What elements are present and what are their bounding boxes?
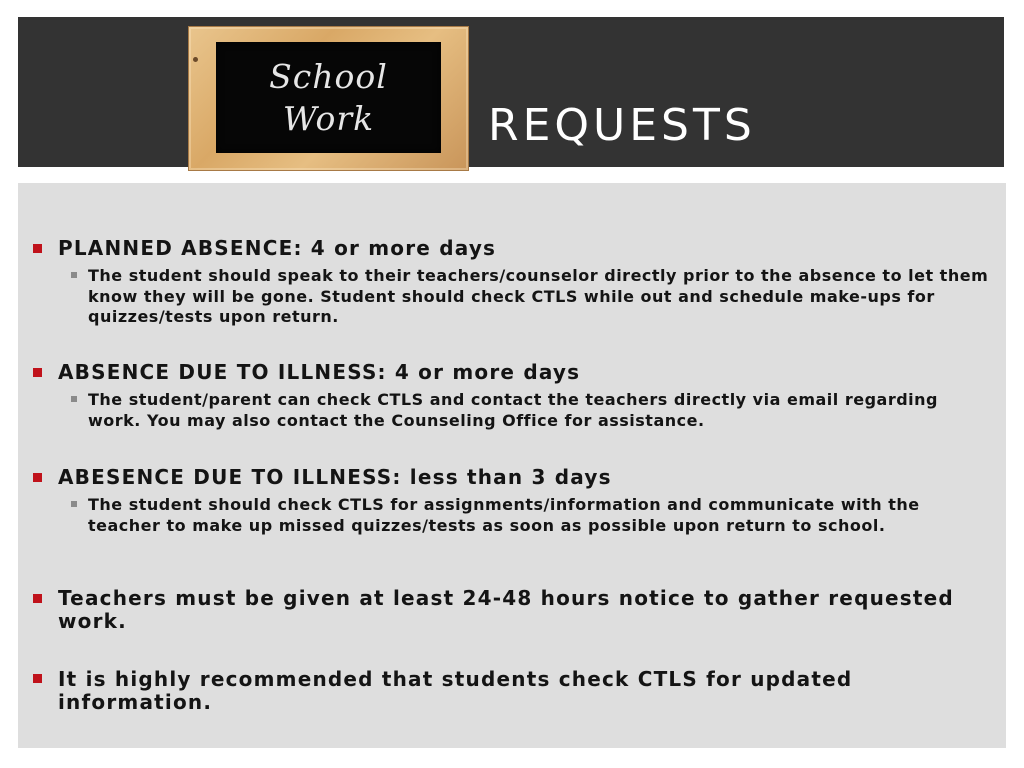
bullet-detail: The student should speak to their teachers/counselor directly prior to the absence to let them know they will be gone. Student should check CTLS while out and schedule make-ups for quizzes/tests upon return. bbox=[88, 266, 989, 326]
bullet-heading: ABSENCE DUE TO ILLNESS: 4 or more days bbox=[58, 360, 581, 384]
chalkboard-text-line-2: Work bbox=[282, 98, 375, 138]
bullet-heading: It is highly recommended that students check CTLS for updated information. bbox=[58, 667, 853, 714]
bullet-detail: The student should check CTLS for assignments/information and communicate with the teacher to make up missed quizzes/tests as soon as possible upon return to school. bbox=[88, 495, 920, 535]
red-square-bullet-icon bbox=[33, 244, 42, 253]
slide-title: REQUESTS bbox=[488, 100, 756, 151]
red-square-bullet-icon bbox=[33, 368, 42, 377]
bullet-heading: ABESENCE DUE TO ILLNESS: less than 3 days bbox=[58, 465, 612, 489]
gray-square-bullet-icon bbox=[71, 501, 77, 507]
red-square-bullet-icon bbox=[33, 473, 42, 482]
gray-square-bullet-icon bbox=[71, 272, 77, 278]
school-work-chalkboard-image bbox=[188, 26, 469, 171]
red-square-bullet-icon bbox=[33, 674, 42, 683]
gray-square-bullet-icon bbox=[71, 396, 77, 402]
red-square-bullet-icon bbox=[33, 594, 42, 603]
chalkboard-surface bbox=[216, 42, 441, 153]
bullet-detail: The student/parent can check CTLS and contact the teachers directly via email regarding work. You may also contact the Counseling Office for assistance. bbox=[88, 390, 938, 430]
bullet-heading: Teachers must be given at least 24-48 hours notice to gather requested work. bbox=[58, 586, 954, 633]
content-area bbox=[18, 183, 1006, 748]
chalkboard-text-line-1: School bbox=[269, 56, 388, 96]
bullet-heading: PLANNED ABSENCE: 4 or more days bbox=[58, 236, 497, 260]
